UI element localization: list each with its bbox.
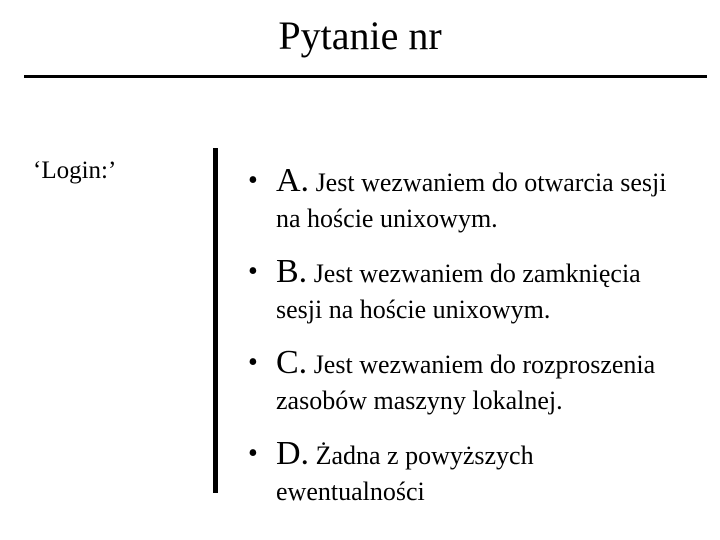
answer-d[interactable] <box>248 435 708 509</box>
answer-b[interactable] <box>248 253 708 327</box>
answer-a-line2: na hoście unixowym. <box>276 204 498 233</box>
question-text: ‘Login:’ <box>33 157 117 184</box>
answer-a-line1 <box>276 162 708 202</box>
title-divider <box>24 75 707 78</box>
answer-a[interactable] <box>248 162 708 236</box>
answer-c-line2: zasobów maszyny lokalnej. <box>276 386 563 415</box>
answer-a-text: Jest wezwaniem do otwarcia sesji <box>309 168 667 197</box>
bullet-icon: • <box>248 256 258 287</box>
answer-b-line1 <box>276 253 708 293</box>
answer-c[interactable] <box>248 344 708 418</box>
answer-b-text: Jest wezwaniem do zamknięcia <box>307 259 641 288</box>
page-title: Pytanie nr <box>278 13 442 58</box>
bullet-icon: • <box>248 438 258 469</box>
bullet-icon: • <box>248 165 258 196</box>
answer-d-line1 <box>276 435 708 475</box>
answer-b-line2: sesji na hoście unixowym. <box>276 295 551 324</box>
answer-d-letter: D. <box>276 435 310 472</box>
answer-d-text: Żadna z powyższych <box>309 441 534 470</box>
answer-a-letter: A. <box>276 162 310 199</box>
answer-d-line2: ewentualności <box>276 477 425 506</box>
vertical-divider <box>213 148 218 493</box>
answer-b-letter: B. <box>276 253 308 290</box>
answer-c-text: Jest wezwaniem do rozproszenia <box>307 350 656 379</box>
answer-c-line1 <box>276 344 708 384</box>
answer-c-letter: C. <box>276 344 308 381</box>
answer-list <box>248 162 708 526</box>
bullet-icon: • <box>248 347 258 378</box>
